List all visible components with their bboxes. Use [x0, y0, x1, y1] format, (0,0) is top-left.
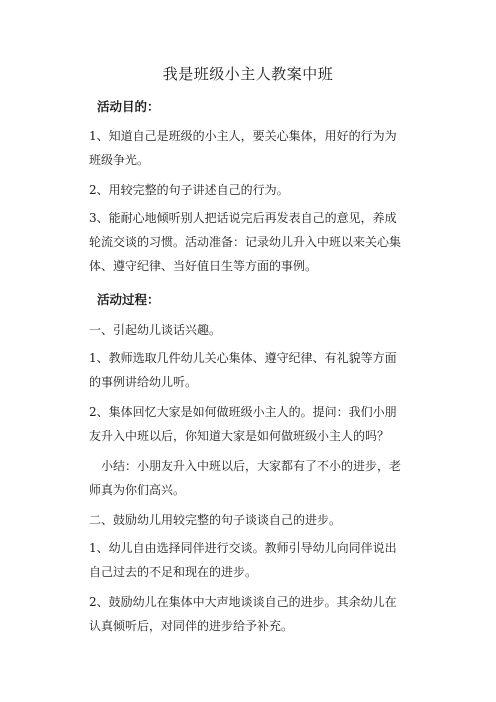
- heading-goal: 活动目的：: [97, 99, 160, 114]
- goal-item-2: 2、用较完整的句子讲述自己的行为。: [89, 183, 289, 197]
- process-item-4: 小结：小朋友升入中班以后，大家都有了不小的进步，老师真为你们高兴。: [89, 459, 402, 497]
- goal-item-3: 3、能耐心地倾听别人把话说完后再发表自己的意见，养成轮流交谈的习惯。活动准备：记录幼儿升入中班以来关心集体、遵守纪律、当好值日生等方面的事例。: [89, 211, 402, 273]
- process-item-2: 1、教师选取几件幼儿关心集体、遵守纪律、有礼貌等方面的事例讲给幼儿听。: [89, 351, 397, 389]
- heading-process: 活动过程：: [97, 292, 160, 307]
- process-item-6: 1、幼儿自由选择同伴进行交谈。教师引导幼儿向同伴说出自己过去的不足和现在的进步。: [89, 541, 397, 579]
- process-item-7: 2、鼓励幼儿在集体中大声地谈谈自己的进步。其余幼儿在认真倾听后，对同伴的进步给予补充。: [89, 595, 397, 633]
- process-item-5: 二、鼓励幼儿用较完整的句子谈谈自己的进步。: [89, 513, 342, 527]
- process-item-1: 一、引起幼儿谈话兴趣。: [89, 323, 222, 337]
- process-item-3: 2、集体回忆大家是如何做班级小主人的。提问：我们小朋友升入中班以后，你知道大家是如何做班级小主人的吗？: [89, 405, 397, 443]
- goal-item-1: 1、知道自己是班级的小主人，要关心集体，用好的行为为班级争光。: [89, 129, 397, 167]
- document-title: 我是班级小主人教案中班: [162, 65, 334, 83]
